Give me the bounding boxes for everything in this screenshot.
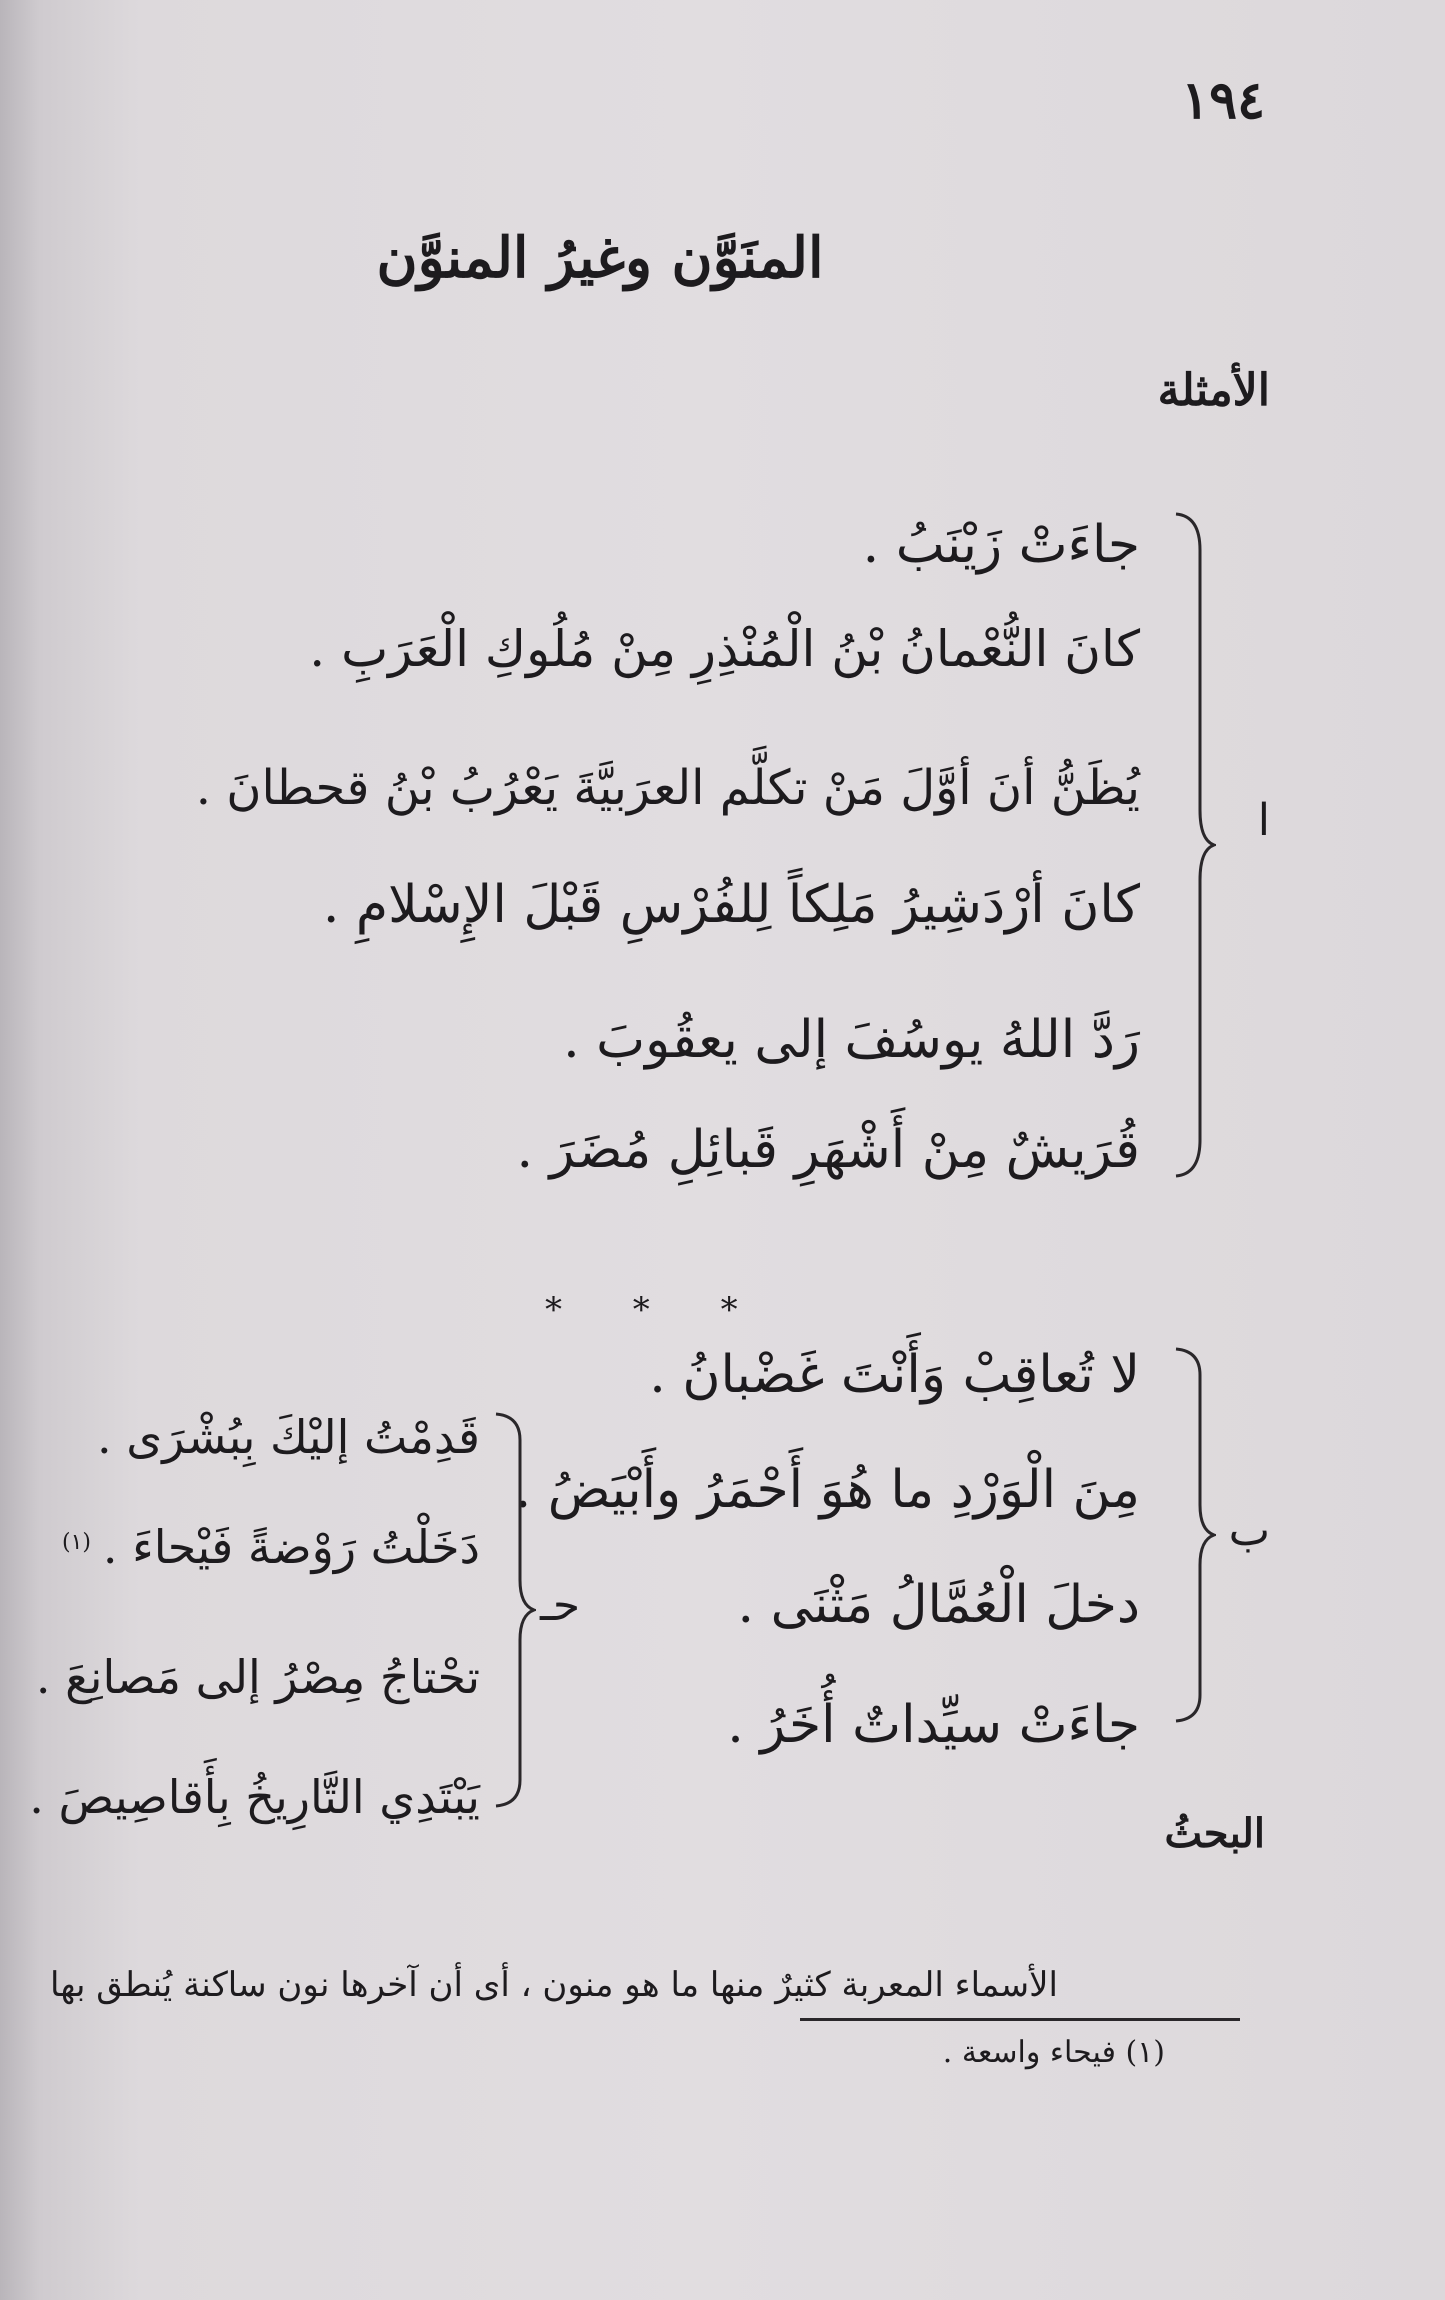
group-a-line: كانَ النُّعْمانُ بْنُ الْمُنْذِرِ مِنْ مُلُوكِ الْعَرَبِ . xyxy=(309,620,1140,678)
group-c-line: يَبْتَدِي التَّارِيخُ بِأَقاصِيصَ . xyxy=(29,1770,480,1824)
group-a-line: قُرَيشٌ مِنْ أَشْهَرِ قَبائِلِ مُضَرَ . xyxy=(516,1120,1140,1180)
separator-stars: * * * xyxy=(545,1290,768,1330)
group-a-line: جاءَتْ زَيْنَبُ . xyxy=(862,515,1140,575)
research-heading: البحثُ xyxy=(1164,1810,1265,1857)
group-a-line: رَدَّ اللهُ يوسُفَ إلى يعقُوبَ . xyxy=(563,1010,1140,1070)
body-paragraph: الأسماء المعربة كثيرٌ منها ما هو منون ، أى أن آخرها نون ساكنة يُنطق بها xyxy=(50,1965,1058,2005)
page-title: المنَوَّن وغيرُ المنوَّن xyxy=(376,225,824,291)
brace-b xyxy=(1170,1345,1216,1725)
page-number: ١٩٤ xyxy=(1181,70,1265,131)
group-c-line: تحْتاجُ مِصْرُ إلى مَصانِعَ . xyxy=(35,1650,480,1704)
brace-a xyxy=(1170,510,1216,1180)
examples-heading: الأمثلة xyxy=(1157,365,1270,416)
group-b-label: ب xyxy=(1228,1505,1270,1556)
group-c-label: حـ xyxy=(540,1580,581,1631)
group-b-line: لا تُعاقِبْ وَأَنْتَ غَضْبانُ . xyxy=(649,1345,1140,1405)
group-c-line: قَدِمْتُ إليْكَ بِبُشْرَى . xyxy=(97,1410,480,1464)
footnote-divider xyxy=(800,2018,1240,2021)
group-a-label: ا xyxy=(1257,795,1270,846)
footnote-marker: (١) xyxy=(62,1530,92,1555)
group-c-line: دَخَلْتُ رَوْضةً فَيْحاءَ . xyxy=(102,1520,480,1574)
group-b-line: مِنَ الْوَرْدِ ما هُوَ أَحْمَرُ وأَبْيَضُ . xyxy=(514,1460,1140,1520)
group-b-line: دخلَ الْعُمَّالُ مَثْنَى . xyxy=(737,1575,1140,1635)
brace-c xyxy=(490,1410,536,1810)
footnote: (١) فيحاء واسعة . xyxy=(942,2035,1165,2070)
group-b-line: جاءَتْ سيِّداتٌ أُخَرُ . xyxy=(727,1695,1140,1755)
group-a-line: يُظَنُّ أنَ أوَّلَ مَنْ تكلَّم العرَبيَّةَ يَعْرُبُ بْنُ قحطانَ . xyxy=(195,760,1140,816)
group-a-line: كانَ أرْدَشِيرُ مَلِكاً لِلفُرْسِ قَبْلَ الإِسْلامِ . xyxy=(322,875,1140,935)
